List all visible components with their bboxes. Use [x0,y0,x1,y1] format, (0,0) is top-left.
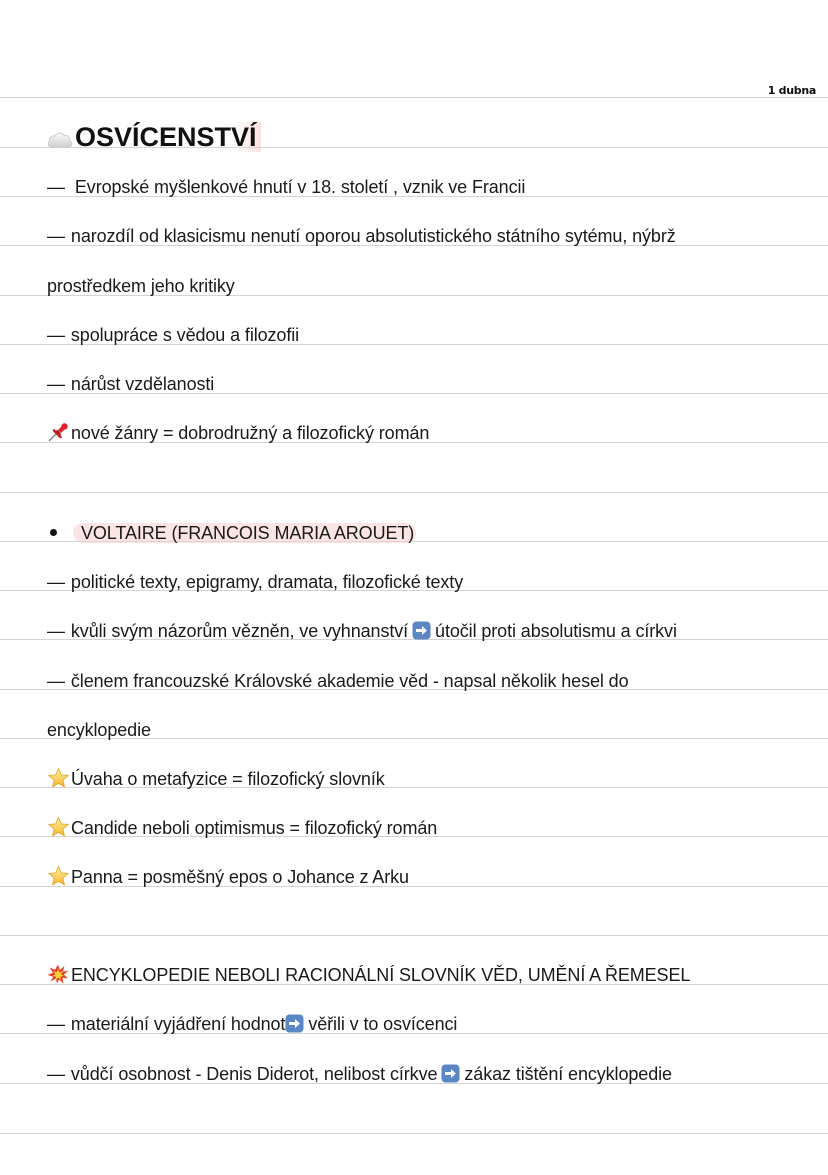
dash: — [47,1014,65,1034]
line-text: spolupráce s vědou a filozofii [70,325,300,345]
line-text: zákaz tištění encyklopedie [464,1064,672,1084]
line-text: členem francouzské Královské akademie věd - napsal několik hesel do [70,671,629,691]
right-arrow-icon [412,621,431,640]
line-text: Candide neboli optimismus = filozofický román [71,818,438,838]
voltaire-work-2 [47,816,437,839]
voltaire-line-2 [47,620,677,642]
bullet-icon [50,529,57,536]
line-text: kvůli svým názorům vězněn, ve vyhnanství [70,621,409,641]
line-text: věřili v to osvícenci [308,1014,458,1034]
line-text: Úvaha o metafyzice = filozofický slovník [71,769,385,789]
voltaire-work-3 [47,865,409,888]
intro-line-4 [47,324,299,346]
encyclopedia-line-2 [47,1063,672,1085]
star-icon [47,816,70,838]
dash: — [47,572,65,592]
title-text: OSVÍCENSTVÍ [75,122,261,152]
intro-line-2 [47,225,676,247]
line-text: prostředkem jeho kritiky [47,276,235,296]
collision-icon [47,964,69,984]
pushpin-icon [47,422,69,442]
encyclopedia-heading-text: ENCYKLOPEDIE NEBOLI RACIONÁLNÍ SLOVNÍK VĚD, UMĚNÍ A ŘEMESEL [71,965,691,985]
line-text: narozdíl od klasicismu nenutí oporou absolutistického státního sytému, nýbrž [70,226,676,246]
intro-line-1 [47,176,525,198]
encyclopedia-heading [47,964,690,986]
intro-line-5 [47,373,214,395]
voltaire-work-1 [47,767,385,790]
page-title [47,122,261,152]
right-arrow-icon [285,1014,304,1033]
intro-line-3 [47,275,235,297]
dash: — [47,374,65,394]
cloud-icon [47,129,73,149]
dash: — [47,1064,65,1084]
dash: — [47,177,65,197]
right-arrow-icon [441,1064,460,1083]
encyclopedia-line-1 [47,1013,457,1035]
dash: — [47,325,65,345]
rule-line [0,935,828,936]
line-text: Evropské myšlenkové hnutí v 18. století , vznik ve Francii [74,177,526,197]
dash: — [47,226,65,246]
dash: — [47,621,65,641]
voltaire-line-1 [47,571,463,593]
voltaire-heading [47,522,416,544]
rule-line [0,1133,828,1134]
line-text: Panna = posměšný epos o Johance z Arku [71,867,409,887]
line-text: nové žánry = dobrodružný a filozofický román [71,423,430,443]
rule-line [0,492,828,493]
voltaire-line-4 [47,719,151,741]
rule-line [0,97,828,98]
intro-line-6 [47,422,429,444]
voltaire-heading-text: VOLTAIRE (FRANCOIS MARIA AROUET) [73,523,416,543]
star-icon [47,767,70,789]
line-text: politické texty, epigramy, dramata, filozofické texty [70,572,464,592]
voltaire-line-3 [47,670,629,692]
line-text: encyklopedie [47,720,151,740]
line-text: nárůst vzdělanosti [70,374,215,394]
note-date: 1 dubna [767,84,816,97]
line-text: materiální vyjádření hodnot [70,1014,286,1034]
dash: — [47,671,65,691]
star-icon [47,865,70,887]
line-text: vůdčí osobnost - Denis Diderot, nelibost církve [70,1064,438,1084]
line-text: útočil proti absolutismu a církvi [435,621,677,641]
